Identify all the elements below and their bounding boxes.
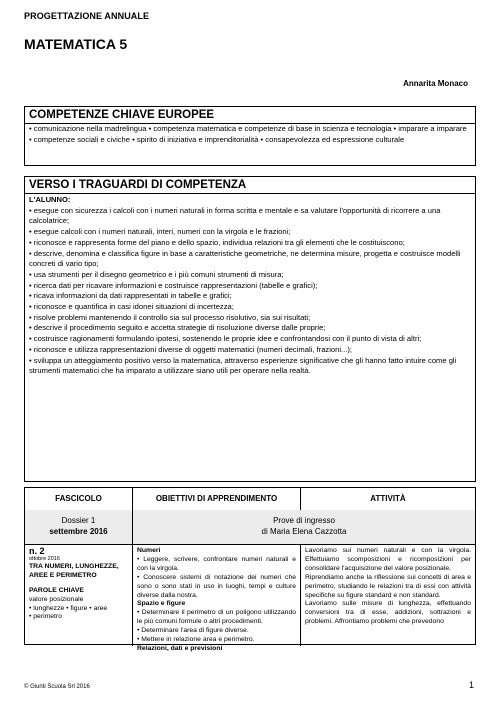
traguardo-item: • costruisce ragionamenti formulando ipotesi, sostenendo le proprie idee e confrontandosi con il punto di vista di altri; (29, 334, 422, 344)
obiettivo-item: • Mettere in relazione area e perimetro. (137, 636, 255, 644)
traguardo-item: • riconosce e utilizza rappresentazioni diverse di oggetti matematici (numeri decimali, frazioni...); (29, 344, 352, 354)
attivita-paragraph: Lavoriamo sulle misure di lunghezza, effettuando conversioni tra di esse, addizioni, sottrazioni e problemi. Affrontiamo problemi che prevedono (305, 600, 471, 626)
traguardo-item: • risolve problemi mantenendo il controllo sia sul processo risolutivo, sia sui risultati; (29, 312, 311, 322)
header-attivita: ATTIVITÀ (370, 494, 406, 503)
dossier-date: settembre 2016 (49, 527, 108, 536)
traguardo-item: • esegue calcoli con i numeri naturali, interi, numeri con la virgola e le frazioni; (29, 227, 291, 237)
fascicolo-topic: TRA NUMERI, LUNGHEZZE, AREE E PERIMETRO (29, 562, 119, 579)
attivita-paragraph: Lavoriamo sui numeri naturali e con la virgola. Effettuiamo scomposizioni e ricomposizioni per consolidare l'acquisizione del valore posizionale. (305, 547, 471, 572)
table-row (25, 510, 475, 545)
obiettivi-heading: Relazioni, dati e previsioni (137, 644, 223, 652)
fascicolo-date: ottobre 2016 (29, 555, 60, 562)
author-name: Annarita Monaco (403, 79, 468, 88)
fascicolo-cell (25, 544, 133, 646)
page-title: MATEMATICA 5 (24, 36, 128, 52)
competenze-text: • comunicazione nella madrelingua • competenza matematica e competenze di base in scienza e tecnologia • imparare a imparare • competenze sociali e civiche • spirito di iniziativa e imprenditorialità • consapevolezza ed espressione culturale (29, 124, 467, 144)
header-obiettivi: OBIETTIVI DI APPRENDIMENTO (133, 488, 301, 510)
obiettivo-item: • Conoscere sistemi di notazione dei numeri che sono o sono stati in uso in luoghi, tempi e culture diverse dalla nostra. (137, 573, 296, 599)
attivita-cell (301, 544, 475, 646)
traguardi-title: VERSO I TRAGUARDI DI COMPETENZA (25, 177, 475, 194)
traguardo-item: • ricerca dati per ricavare informazioni e costruisce rappresentazioni (tabelle e grafici); (29, 280, 318, 290)
prove-cell (133, 510, 475, 544)
table-header-row (25, 488, 475, 511)
traguardo-item: • esegue con sicurezza i calcoli con i numeri naturali in forma scritta e mentale e sa valutare l'opportunità di ricorrere a una calcolatrice; (29, 205, 441, 226)
keyword: valore posizionale (29, 595, 84, 603)
traguardo-item: • usa strumenti per il disegno geometrico e i più comuni strumenti di misura; (29, 269, 284, 279)
keyword: • perimetro (29, 613, 62, 621)
fascicolo-number: n. 2 (29, 546, 45, 556)
header-label: PROGETTAZIONE ANNUALE (24, 11, 150, 21)
obiettivo-item: • Leggere, scrivere, confrontare numeri naturali e con la virgola. (137, 555, 296, 572)
attivita-paragraph: Riprendiamo anche la riflessione sui concetti di area e perimetro, studiando le relazioni tra di essi con attività specifiche su figure standard e non standard. (305, 573, 471, 599)
header-fascicolo: FASCICOLO (25, 488, 133, 510)
dossier-number: Dossier 1 (61, 516, 96, 525)
prove-author: di Maria Elena Cazzotta (261, 527, 347, 536)
obiettivi-heading: Spazio e figure (137, 600, 186, 608)
traguardo-item: • descrive il procedimento seguito e accetta strategie di risoluzione diverse dalle proprie; (29, 323, 326, 333)
prove-title: Prove di ingresso (273, 516, 335, 525)
planning-table (24, 487, 476, 652)
traguardi-list (25, 194, 475, 380)
obiettivo-item: • Determinare il perimetro di un poligono utilizzando le più comuni formule o altri procedimenti. (137, 609, 296, 626)
competenze-title: COMPETENZE CHIAVE EUROPEE (25, 107, 475, 124)
traguardo-item: • ricava informazioni da dati rappresentati in tabelle e grafici; (29, 291, 232, 301)
obiettivi-heading: Numeri (137, 547, 161, 554)
table-row (25, 544, 475, 652)
traguardo-item: • riconosce e quantifica in casi idonei situazioni di incertezza; (29, 302, 234, 312)
copyright-text: © Giunti Scuola Srl 2016 (24, 684, 90, 690)
traguardi-box (24, 176, 476, 482)
obiettivo-item: • Determinare l'area di figure diverse. (137, 627, 249, 635)
obiettivi-cell (133, 544, 301, 652)
dossier-cell (25, 510, 133, 544)
traguardo-item: • riconosce e rappresenta forme del piano e dello spazio, individua relazioni tra gli elementi che le costituiscono; (29, 237, 405, 247)
competenze-box (24, 106, 476, 166)
traguardi-lead: L'ALUNNO: (29, 195, 71, 204)
traguardo-item: • descrive, denomina e classifica figure in base a caratteristiche geometriche, ne determina misure, progetta e costruisce modelli concreti di vario tipo; (29, 248, 461, 269)
traguardo-item: • sviluppa un atteggiamento positivo verso la matematica, attraverso esperienze significative che gli hanno fatto intuire come gli strumenti matematici che ha imparato a utilizzare siano utili per operare nella realtà. (29, 355, 457, 376)
keyword: • lunghezze • figure • aree (29, 604, 108, 612)
keywords-title: PAROLE CHIAVE (29, 586, 84, 594)
page-number: 1 (468, 680, 474, 690)
